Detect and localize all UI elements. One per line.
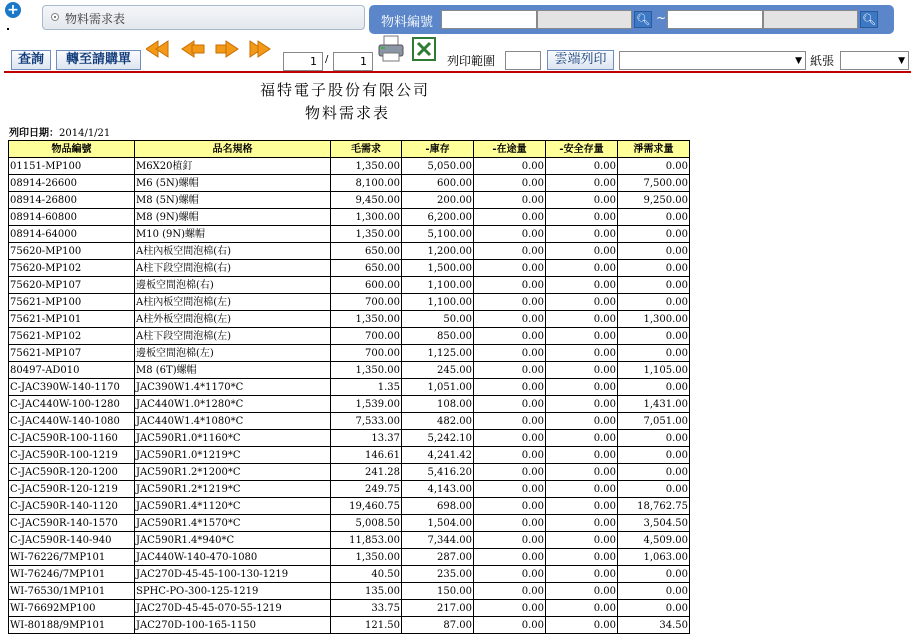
divider (4, 71, 911, 73)
pager-arrows (146, 38, 276, 60)
table-cell: JAC590R1.2*1200*C (135, 464, 331, 481)
table-cell: 1,063.00 (618, 549, 690, 566)
table-cell: JAC270D-100-165-1150 (135, 617, 331, 634)
table-row (9, 498, 690, 515)
table-cell: 18,762.75 (618, 498, 690, 515)
table-cell: 0.00 (546, 362, 618, 379)
table-cell: 600.00 (331, 277, 402, 294)
query-button[interactable]: 查詢 (11, 50, 51, 70)
table-cell: 7,533.00 (331, 413, 402, 430)
table-cell: 33.75 (331, 600, 402, 617)
table-cell: WI-76246/7MP101 (9, 566, 135, 583)
table-cell: 4,509.00 (618, 532, 690, 549)
chevron-down-icon: ▼ (795, 56, 802, 66)
cloud-print-button[interactable]: 雲端列印 (547, 50, 614, 70)
table-row (9, 226, 690, 243)
table-cell: 0.00 (474, 583, 546, 600)
table-cell: 34.50 (618, 617, 690, 634)
table-cell: JAC390W1.4*1170*C (135, 379, 331, 396)
table-cell: 75621-MP101 (9, 311, 135, 328)
table-cell: 287.00 (402, 549, 474, 566)
table-cell: JAC590R1.4*1120*C (135, 498, 331, 515)
table-cell: 80497-AD010 (9, 362, 135, 379)
convert-to-purchase-button[interactable]: 轉至請購單 (56, 50, 141, 70)
table-cell: 0.00 (546, 498, 618, 515)
table-row (9, 396, 690, 413)
dot-marker (7, 28, 9, 30)
search-icon: 🔍︎ (636, 13, 650, 26)
tab-label: 物料需求表 (65, 12, 126, 26)
table-cell: 87.00 (402, 617, 474, 634)
table-cell: 0.00 (546, 260, 618, 277)
print-date (9, 124, 110, 139)
column-header: -安全存量 (546, 141, 618, 158)
table-cell: 0.00 (546, 396, 618, 413)
table-cell: 邊板空間泡棉(左) (135, 345, 331, 362)
table-cell: 0.00 (474, 430, 546, 447)
table-body (9, 158, 690, 634)
table-row (9, 209, 690, 226)
table-cell: JAC590R1.4*940*C (135, 532, 331, 549)
table-cell: M6 (5N)螺帽 (135, 175, 331, 192)
paper-label: 紙張 (810, 54, 835, 68)
table-cell: JAC270D-45-45-100-130-1219 (135, 566, 331, 583)
table-cell: 1,504.00 (402, 515, 474, 532)
table-cell: 0.00 (474, 175, 546, 192)
table-cell: 0.00 (546, 583, 618, 600)
table-cell: JAC440W1.0*1280*C (135, 396, 331, 413)
table-row (9, 379, 690, 396)
table-cell: JAC590R1.2*1219*C (135, 481, 331, 498)
table-cell: 19,460.75 (331, 498, 402, 515)
table-cell: 850.00 (402, 328, 474, 345)
table-cell: 698.00 (402, 498, 474, 515)
table-cell: 0.00 (618, 209, 690, 226)
table-cell: 0.00 (474, 379, 546, 396)
table-cell: SPHC-PO-300-125-1219 (135, 583, 331, 600)
table-cell: 0.00 (618, 600, 690, 617)
table-row (9, 277, 690, 294)
table-header-row (9, 141, 690, 158)
table-cell: JAC590R1.4*1570*C (135, 515, 331, 532)
total-pages-field: 1 (333, 52, 373, 71)
table-cell: 146.61 (331, 447, 402, 464)
prev-page-icon[interactable] (182, 41, 204, 57)
search-to-button[interactable] (860, 11, 878, 28)
column-header: 淨需求量 (618, 141, 690, 158)
table-cell: C-JAC590R-140-1120 (9, 498, 135, 515)
table-cell: 1,350.00 (331, 362, 402, 379)
table-cell: 0.00 (546, 600, 618, 617)
first-page-icon[interactable] (146, 41, 168, 57)
column-header: 品名規格 (135, 141, 331, 158)
table-cell: M10 (9N)螺帽 (135, 226, 331, 243)
table-cell: 482.00 (402, 413, 474, 430)
table-cell: 1,300.00 (331, 209, 402, 226)
company-name: 福特電子股份有限公司 (260, 81, 431, 99)
table-cell: 0.00 (474, 498, 546, 515)
table-cell: 1,350.00 (331, 549, 402, 566)
current-page-input[interactable]: 1 (283, 52, 323, 71)
table-cell: 4,143.00 (402, 481, 474, 498)
table-cell: 0.00 (474, 413, 546, 430)
page-separator: / (325, 54, 329, 65)
table-cell: 0.00 (618, 260, 690, 277)
table-cell: 700.00 (331, 294, 402, 311)
table-cell: 0.00 (546, 447, 618, 464)
table-cell: 0.00 (546, 175, 618, 192)
table-cell: 1,300.00 (618, 311, 690, 328)
table-cell: C-JAC390W-140-1170 (9, 379, 135, 396)
table-cell: 600.00 (402, 175, 474, 192)
table-cell: 0.00 (546, 549, 618, 566)
table-cell: 1,431.00 (618, 396, 690, 413)
table-cell: 08914-26600 (9, 175, 135, 192)
print-date-value: 2014/1/21 (59, 128, 111, 139)
table-cell: 08914-26800 (9, 192, 135, 209)
table-cell: 0.00 (474, 515, 546, 532)
table-cell: 1,350.00 (331, 158, 402, 175)
table-cell: A柱下段空間泡棉(右) (135, 260, 331, 277)
table-cell: WI-76530/1MP101 (9, 583, 135, 600)
table-cell: 6,200.00 (402, 209, 474, 226)
table-cell: 700.00 (331, 328, 402, 345)
table-row (9, 532, 690, 549)
table-cell: 135.00 (331, 583, 402, 600)
table-cell: 0.00 (474, 226, 546, 243)
table-cell: 0.00 (546, 481, 618, 498)
table-cell: 75621-MP102 (9, 328, 135, 345)
table-cell: 0.00 (546, 158, 618, 175)
radio-icon[interactable] (51, 13, 59, 21)
table-cell: 0.00 (546, 192, 618, 209)
table-cell: 08914-60800 (9, 209, 135, 226)
table-cell: 0.00 (618, 243, 690, 260)
table-cell: 0.00 (474, 158, 546, 175)
table-cell: 150.00 (402, 583, 474, 600)
table-cell: 0.00 (618, 430, 690, 447)
table-cell: 0.00 (474, 294, 546, 311)
table-cell: 3,504.50 (618, 515, 690, 532)
table-row (9, 481, 690, 498)
table-cell: 0.00 (474, 600, 546, 617)
last-page-icon[interactable] (250, 41, 270, 57)
search-icon: 🔍︎ (862, 13, 876, 26)
table-cell: JAC270D-45-45-070-55-1219 (135, 600, 331, 617)
table-cell: 5,008.50 (331, 515, 402, 532)
table-cell: 0.00 (546, 294, 618, 311)
table-cell: 5,416.20 (402, 464, 474, 481)
table-cell: 0.00 (474, 566, 546, 583)
table-cell: 0.00 (546, 311, 618, 328)
table-cell: 1,500.00 (402, 260, 474, 277)
table-cell: 0.00 (618, 328, 690, 345)
paper-select[interactable] (840, 51, 909, 70)
table-cell: 0.00 (618, 464, 690, 481)
table-cell: 0.00 (618, 277, 690, 294)
table-row (9, 192, 690, 209)
table-cell: 0.00 (474, 549, 546, 566)
table-cell: 1,350.00 (331, 226, 402, 243)
table-cell: C-JAC590R-100-1160 (9, 430, 135, 447)
table-row (9, 243, 690, 260)
table-cell: 217.00 (402, 600, 474, 617)
table-cell: WI-80188/9MP101 (9, 617, 135, 634)
table-cell: C-JAC590R-140-1570 (9, 515, 135, 532)
table-cell: 0.00 (618, 566, 690, 583)
table-cell: 0.00 (474, 277, 546, 294)
table-row (9, 158, 690, 175)
table-cell: 0.00 (474, 243, 546, 260)
table-cell: 700.00 (331, 345, 402, 362)
table-cell: 75620-MP107 (9, 277, 135, 294)
table-cell: 0.00 (474, 260, 546, 277)
table-cell: 245.00 (402, 362, 474, 379)
table-row (9, 566, 690, 583)
table-cell: 0.00 (618, 158, 690, 175)
table-cell: 1,105.00 (618, 362, 690, 379)
table-cell: 1,350.00 (331, 311, 402, 328)
print-range-label: 列印範圍 (447, 54, 496, 68)
table-row (9, 583, 690, 600)
add-icon[interactable]: + (5, 2, 21, 18)
table-cell: 邊板空間泡棉(右) (135, 277, 331, 294)
column-header: 毛需求 (331, 141, 402, 158)
column-header: 物品編號 (9, 141, 135, 158)
chevron-down-icon: ▼ (898, 56, 905, 66)
table-row (9, 430, 690, 447)
table-cell: 0.00 (546, 277, 618, 294)
table-row (9, 294, 690, 311)
item-from-name-field (537, 10, 632, 29)
table-cell: 0.00 (546, 532, 618, 549)
table-cell: 7,051.00 (618, 413, 690, 430)
table-cell: 0.00 (474, 464, 546, 481)
table-cell: 0.00 (546, 515, 618, 532)
table-cell: M8 (5N)螺帽 (135, 192, 331, 209)
table-cell: 650.00 (331, 260, 402, 277)
table-cell: A柱外板空間泡棉(左) (135, 311, 331, 328)
table-row (9, 617, 690, 634)
table-cell: WI-76692MP100 (9, 600, 135, 617)
table-cell: JAC590R1.0*1219*C (135, 447, 331, 464)
table-cell: 0.00 (474, 192, 546, 209)
print-date-label: 列印日期： (9, 128, 59, 139)
table-cell: 5,100.00 (402, 226, 474, 243)
table-cell: 0.00 (546, 617, 618, 634)
table-row (9, 447, 690, 464)
table-cell: 0.00 (546, 430, 618, 447)
table-cell: 1,100.00 (402, 294, 474, 311)
table-row (9, 600, 690, 617)
table-cell: 200.00 (402, 192, 474, 209)
table-row (9, 345, 690, 362)
table-cell: 0.00 (546, 345, 618, 362)
table-cell: 9,250.00 (618, 192, 690, 209)
table-cell: 1,125.00 (402, 345, 474, 362)
table-cell: 0.00 (474, 345, 546, 362)
table-row (9, 260, 690, 277)
table-cell: C-JAC590R-140-940 (9, 532, 135, 549)
table-cell: 1,539.00 (331, 396, 402, 413)
table-cell: 8,100.00 (331, 175, 402, 192)
table-cell: 0.00 (546, 464, 618, 481)
requirement-table (8, 140, 690, 634)
table-cell: M8 (9N)螺帽 (135, 209, 331, 226)
table-cell: 0.00 (618, 379, 690, 396)
table-cell: 0.00 (546, 226, 618, 243)
table-cell: 1.35 (331, 379, 402, 396)
table-cell: A柱內板空間泡棉(右) (135, 243, 331, 260)
next-page-icon[interactable] (216, 41, 238, 57)
table-cell: 5,050.00 (402, 158, 474, 175)
table-cell: M6X20植釘 (135, 158, 331, 175)
table-cell: 0.00 (474, 328, 546, 345)
table-cell: 7,344.00 (402, 532, 474, 549)
table-cell: 0.00 (618, 583, 690, 600)
table-cell: 11,853.00 (331, 532, 402, 549)
table-cell: 1,200.00 (402, 243, 474, 260)
table-row (9, 515, 690, 532)
table-row (9, 362, 690, 379)
table-row (9, 549, 690, 566)
table-cell: 108.00 (402, 396, 474, 413)
table-cell: 75621-MP107 (9, 345, 135, 362)
table-cell: 0.00 (618, 447, 690, 464)
range-tilde: ~ (656, 11, 667, 25)
table-cell: 7,500.00 (618, 175, 690, 192)
table-cell: JAC590R1.0*1160*C (135, 430, 331, 447)
table-cell: 0.00 (618, 345, 690, 362)
table-cell: 1,051.00 (402, 379, 474, 396)
item-to-input[interactable] (667, 10, 763, 29)
printer-icon[interactable] (377, 34, 407, 64)
table-cell: 0.00 (546, 243, 618, 260)
table-cell: 75620-MP100 (9, 243, 135, 260)
table-cell: 75620-MP102 (9, 260, 135, 277)
table-cell: 0.00 (474, 532, 546, 549)
table-cell: 650.00 (331, 243, 402, 260)
table-cell: M8 (6T)螺帽 (135, 362, 331, 379)
table-cell: 0.00 (474, 617, 546, 634)
table-row (9, 328, 690, 345)
table-cell: 0.00 (618, 294, 690, 311)
table-cell: 0.00 (546, 566, 618, 583)
table-cell: JAC440W1.4*1080*C (135, 413, 331, 430)
printer-select[interactable] (619, 51, 806, 70)
table-row (9, 311, 690, 328)
table-cell: 0.00 (474, 209, 546, 226)
table-cell: 4,241.42 (402, 447, 474, 464)
table-cell: 249.75 (331, 481, 402, 498)
table-cell: C-JAC440W-100-1280 (9, 396, 135, 413)
table-cell: 01151-MP100 (9, 158, 135, 175)
table-cell: 235.00 (402, 566, 474, 583)
table-cell: 0.00 (546, 328, 618, 345)
table-cell: 0.00 (474, 481, 546, 498)
table-cell: 40.50 (331, 566, 402, 583)
search-from-button[interactable] (634, 11, 652, 28)
table-cell: JAC440W-140-470-1080 (135, 549, 331, 566)
table-cell: A柱內板空間泡棉(左) (135, 294, 331, 311)
table-row (9, 175, 690, 192)
print-range-input[interactable] (505, 51, 541, 70)
table-cell: 75621-MP100 (9, 294, 135, 311)
column-header: -庫存 (402, 141, 474, 158)
table-cell: C-JAC590R-120-1200 (9, 464, 135, 481)
table-cell: 0.00 (618, 481, 690, 498)
report-title: 物料需求表 (305, 104, 391, 122)
table-cell: 0.00 (618, 226, 690, 243)
table-cell: 0.00 (474, 311, 546, 328)
table-cell: 5,242.10 (402, 430, 474, 447)
table-cell: 50.00 (402, 311, 474, 328)
table-cell: 0.00 (474, 447, 546, 464)
table-cell: C-JAC590R-100-1219 (9, 447, 135, 464)
table-cell: 08914-64000 (9, 226, 135, 243)
table-cell: A柱下段空間泡棉(左) (135, 328, 331, 345)
column-header: -在途量 (474, 141, 546, 158)
table-cell: 0.00 (474, 396, 546, 413)
table-row (9, 413, 690, 430)
table-cell: 0.00 (546, 413, 618, 430)
table-row (9, 464, 690, 481)
table-cell: 9,450.00 (331, 192, 402, 209)
table-cell: 121.50 (331, 617, 402, 634)
item-to-name-field (763, 10, 858, 29)
table-cell: C-JAC590R-120-1219 (9, 481, 135, 498)
table-cell: 0.00 (474, 362, 546, 379)
item-from-input[interactable] (441, 10, 537, 29)
table-cell: 0.00 (546, 379, 618, 396)
table-cell: WI-76226/7MP101 (9, 549, 135, 566)
table-cell: 13.37 (331, 430, 402, 447)
table-cell: 0.00 (546, 209, 618, 226)
excel-icon[interactable] (412, 37, 436, 61)
table-cell: C-JAC440W-140-1080 (9, 413, 135, 430)
table-cell: 241.28 (331, 464, 402, 481)
search-label: 物料編號 (381, 15, 434, 30)
table-cell: 1,100.00 (402, 277, 474, 294)
